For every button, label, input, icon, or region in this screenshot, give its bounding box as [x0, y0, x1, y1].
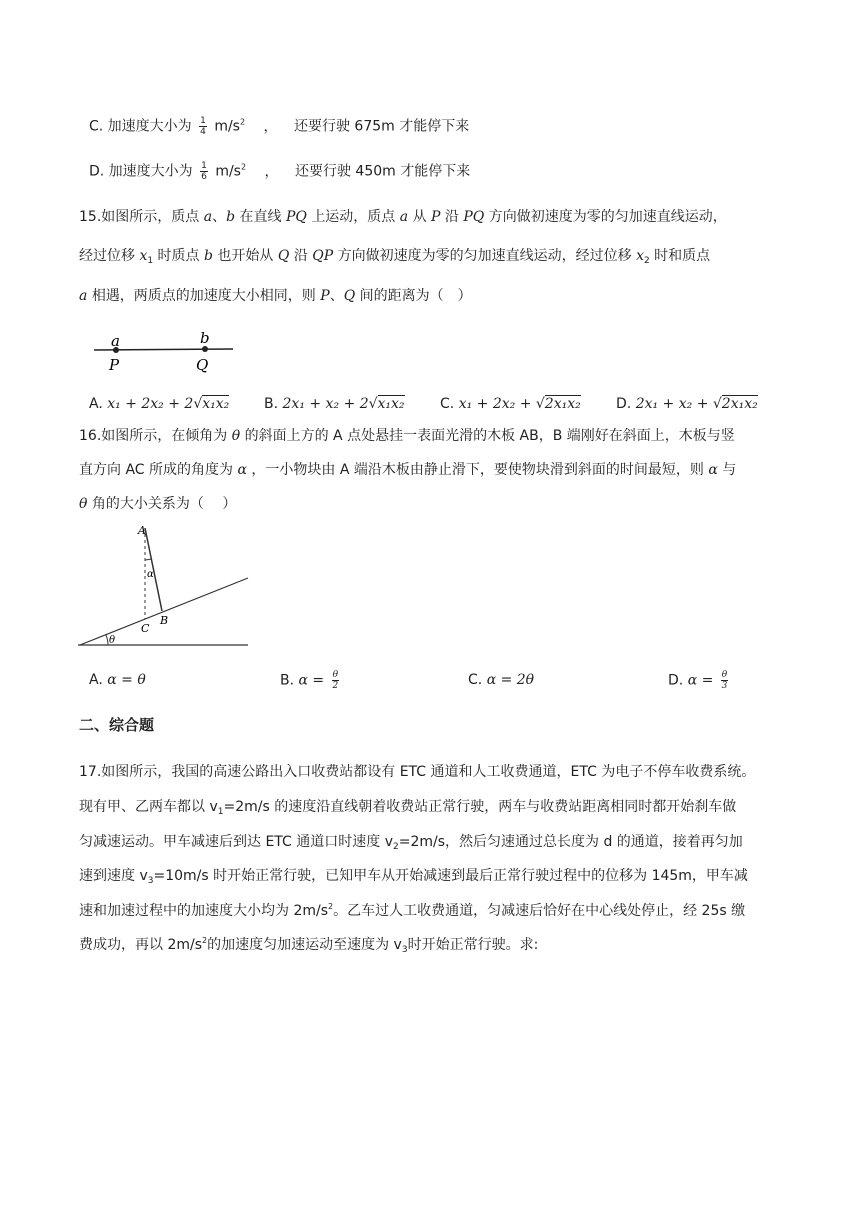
q16-option-c: C. α = 2θ	[468, 672, 535, 688]
q15-figure	[88, 326, 238, 376]
q17-line-4: 速到速度 $v_3=10m/s$ 时开始正常行驶，已知甲车从开始减速到最后正常行驶过程中的位移为 145m，甲车减	[79, 868, 748, 886]
q15-option-c: C. x₁ + 2x₂ + √2x₁x₂	[440, 396, 581, 412]
label-b: B	[160, 614, 169, 627]
label-q: Q	[196, 356, 209, 374]
label-alpha: α	[147, 569, 154, 580]
fraction: $\frac{\theta}{3}$	[721, 670, 728, 691]
theta-arc	[106, 635, 108, 645]
q16-line-2: 直方向 AC 所成的角度为 α ，一小物块由 A 端沿木板由静止滑下，要使物块滑到斜面的时间最短，则 α 与	[79, 462, 737, 478]
fraction: $\frac{1}{4}$	[200, 116, 206, 137]
option-text: D. 加速度大小为	[89, 163, 193, 180]
label-theta: θ	[109, 635, 116, 646]
fraction: $\frac{\theta}{2}$	[332, 670, 339, 691]
label-a: A	[138, 524, 146, 537]
option-text: C. 加速度大小为	[89, 118, 192, 135]
q17-line-6: 费成功，再以 $2m/s^2$的加速度匀加速运动至速度为 $v_3$时开始正常行驶。求:	[79, 936, 539, 955]
q15-option-a: A. x₁ + 2x₂ + 2√x₁x₂	[89, 396, 230, 412]
q15-line-2: 经过位移 $x_1$ 时质点 b 也开始从 Q 沿 QP 方向做初速度为零的匀加速直线运动，经过位移 $x_2$ 时和质点	[79, 248, 711, 266]
section-heading: 二、综合题	[79, 716, 155, 734]
label-b: b	[200, 329, 210, 347]
q17-line-1: 17.如图所示，我国的高速公路出入口收费站都设有 ETC 通道和人工收费通道，ETC 为电子不停车收费系统。	[79, 764, 756, 780]
q16-line-3: θ 角的大小关系为（ ）	[79, 496, 237, 512]
option-c-q14: C. 加速度大小为 $\frac{1}{4}$ $m/s^2$ ， 还要行驶 675m 才能停下来	[89, 116, 470, 137]
q17-line-3: 匀减速运动。甲车减速后到达 ETC 通道口时速度 $v_2=2m/s$，然后匀速通过总长度为 d 的通道，接着再匀加	[79, 834, 743, 852]
q16-figure	[78, 520, 250, 650]
alpha-arc	[145, 559, 151, 560]
label-a: a	[111, 332, 120, 350]
q16-option-d: D. α = $\frac{\theta}{3}$	[668, 670, 728, 691]
q15-option-b: B. 2x₁ + x₂ + 2√x₁x₂	[264, 396, 405, 412]
q15-line-3: a 相遇，两质点的加速度大小相同，则 P、Q 间的距离为（ ）	[79, 288, 472, 304]
q15-line-1: 15.如图所示，质点 a、b 在直线 PQ 上运动，质点 a 从 P 沿 PQ 方向做初速度为零的匀加速直线运动，	[79, 209, 727, 225]
label-c: C	[141, 622, 150, 635]
q17-line-5: 速和加速过程中的加速度大小均为 $2m/s^2$。乙车过人工收费通道，匀减速后恰好在中心线处停止，经 25s 缴	[79, 902, 746, 919]
q15-option-d: D. 2x₁ + x₂ + √2x₁x₂	[616, 396, 758, 412]
option-d-q14: D. 加速度大小为 $\frac{1}{6}$ $m/s^2$ ， 还要行驶 450m 才能停下来	[89, 161, 471, 182]
label-p: P	[109, 356, 120, 374]
q17-line-2: 现有甲、乙两车都以 $v_1=2m/s$ 的速度沿直线朝着收费站正常行驶，两车与收费站距离相同时都开始刹车做	[79, 799, 737, 817]
fraction: $\frac{1}{6}$	[201, 161, 207, 182]
q16-line-1: 16.如图所示，在倾角为 θ 的斜面上方的 A 点处悬挂一表面光滑的木板 AB，B 端刚好在斜面上，木板与竖	[79, 428, 735, 444]
q16-option-b: B. α = $\frac{\theta}{2}$	[280, 670, 339, 691]
incline-line	[80, 578, 248, 645]
q16-option-a: A. α = θ	[89, 672, 146, 688]
